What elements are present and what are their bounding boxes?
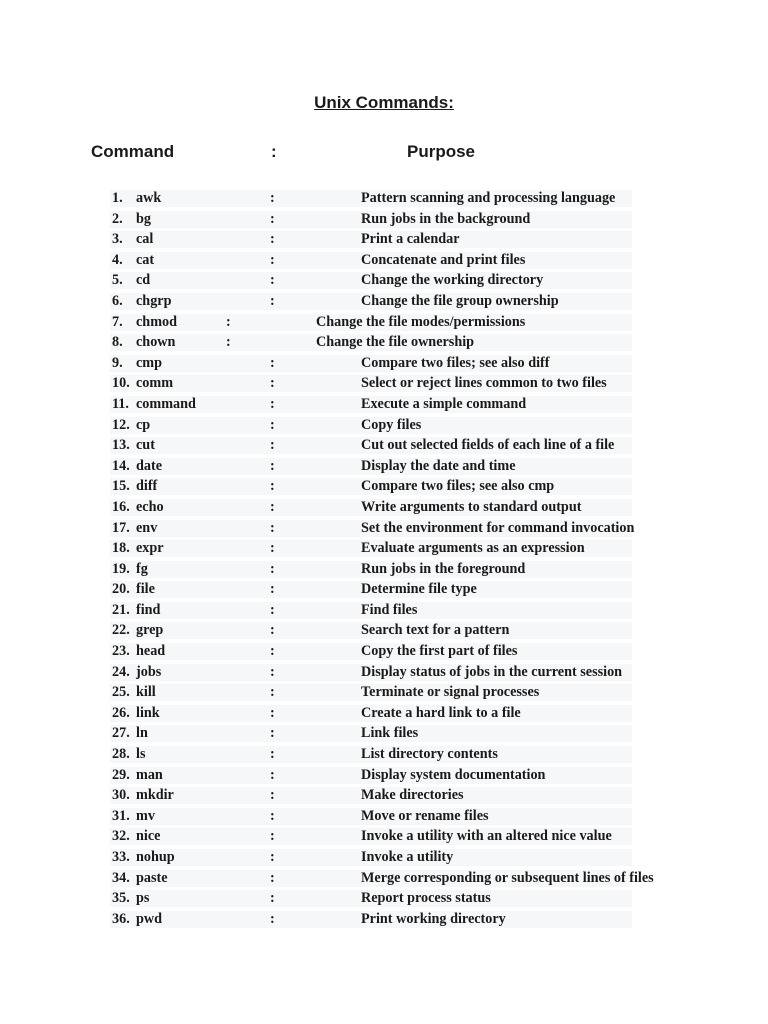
item-number: 22. [112,622,130,639]
list-item [0,188,768,209]
command-name: command [136,395,196,412]
list-item [0,353,768,374]
command-list [0,188,768,929]
separator-colon: : [270,663,275,680]
command-name: cal [136,231,154,248]
command-purpose: Change the file ownership [316,334,475,351]
item-number: 5. [112,272,123,289]
command-purpose: Report process status [361,890,491,907]
item-number: 33. [112,849,130,865]
separator-colon: : [270,601,275,618]
command-name: ls [136,746,146,763]
list-item [0,518,768,539]
command-purpose: Make directories [361,787,464,804]
item-number: 21. [112,601,130,618]
command-purpose: Compare two files; see also diff [361,354,550,371]
separator-colon: : [270,272,275,289]
list-item [0,538,768,559]
separator-colon: : [270,292,275,309]
list-item [0,456,768,477]
separator-colon: : [226,313,231,330]
command-name: chown [136,334,176,351]
command-name: env [136,519,158,536]
item-number: 36. [112,910,130,927]
item-number: 34. [112,869,130,886]
list-item [0,641,768,662]
command-name: comm [136,375,174,392]
item-number: 20. [112,581,130,598]
separator-colon: : [270,890,275,907]
list-item [0,332,768,353]
separator-colon: : [270,560,275,577]
separator-colon: : [226,334,231,351]
command-purpose: Change the working directory [361,272,544,289]
command-purpose: Copy files [361,416,422,433]
command-purpose: Change the file group ownership [361,292,559,309]
item-number: 16. [112,498,130,515]
separator-colon: : [270,498,275,515]
command-purpose: Select or reject lines common to two files [361,375,607,392]
command-name: kill [136,684,156,701]
command-purpose: Run jobs in the background [361,210,531,227]
list-item [0,291,768,312]
list-item [0,394,768,415]
command-name: man [136,766,163,783]
list-item [0,909,768,930]
list-item [0,868,768,889]
separator-colon: : [270,190,275,206]
command-name: ps [136,890,150,907]
command-purpose: Invoke a utility [361,849,454,865]
command-name: paste [136,869,168,886]
command-purpose: Concatenate and print files [361,251,526,268]
command-name: bg [136,210,151,227]
item-number: 19. [112,560,130,577]
item-number: 25. [112,684,130,701]
list-item [0,312,768,333]
command-name: awk [136,190,162,206]
command-purpose: Compare two files; see also cmp [361,478,555,495]
item-number: 18. [112,540,130,557]
list-item [0,662,768,683]
item-number: 13. [112,437,130,454]
separator-colon: : [270,519,275,536]
command-purpose: Print a calendar [361,231,460,248]
list-item [0,888,768,909]
item-number: 28. [112,746,130,763]
separator-colon: : [270,910,275,927]
command-purpose: Merge corresponding or subsequent lines of files [361,869,654,886]
command-name: diff [136,478,158,495]
command-purpose: Execute a simple command [361,395,527,412]
command-name: date [136,457,163,474]
command-name: nice [136,828,161,845]
list-item [0,600,768,621]
list-item [0,785,768,806]
page-title-text: Unix Commands: [314,93,454,112]
separator-colon: : [270,622,275,639]
list-item [0,270,768,291]
command-purpose: Determine file type [361,581,477,598]
list-item [0,415,768,436]
list-item [0,744,768,765]
command-name: cat [136,251,155,268]
item-number: 32. [112,828,130,845]
item-number: 14. [112,457,130,474]
separator-colon: : [270,210,275,227]
command-name: ln [136,725,148,742]
command-name: cd [136,272,151,289]
list-item [0,229,768,250]
item-number: 35. [112,890,130,907]
separator-colon: : [270,869,275,886]
list-item [0,209,768,230]
list-item [0,373,768,394]
item-number: 23. [112,643,130,660]
command-name: mkdir [136,787,174,804]
item-number: 4. [112,251,123,268]
separator-colon: : [270,416,275,433]
item-number: 10. [112,375,130,392]
command-purpose: Move or rename files [361,807,489,824]
separator-colon: : [270,457,275,474]
command-name: grep [136,622,164,639]
command-purpose: Invoke a utility with an altered nice value [361,828,612,845]
item-number: 12. [112,416,130,433]
separator-colon: : [270,704,275,721]
separator-colon: : [270,375,275,392]
list-item [0,250,768,271]
command-purpose: Terminate or signal processes [361,684,540,701]
command-purpose: Run jobs in the foreground [361,560,526,577]
command-purpose: Search text for a pattern [361,622,510,639]
command-purpose: Write arguments to standard output [361,498,582,515]
command-name: jobs [136,663,162,680]
list-item [0,435,768,456]
command-purpose: Change the file modes/permissions [316,313,526,330]
separator-colon: : [270,684,275,701]
command-name: nohup [136,849,175,865]
command-purpose: Evaluate arguments as an expression [361,540,585,557]
separator-colon: : [270,540,275,557]
separator-colon: : [270,231,275,248]
command-name: link [136,704,160,721]
separator-colon: : [270,581,275,598]
list-item [0,682,768,703]
header-colon: : [271,142,277,161]
command-name: cut [136,437,155,454]
item-number: 17. [112,519,130,536]
list-item [0,826,768,847]
page-title [0,93,768,113]
header-purpose: Purpose [407,142,476,161]
separator-colon: : [270,437,275,454]
list-item [0,806,768,827]
separator-colon: : [270,766,275,783]
separator-colon: : [270,354,275,371]
command-purpose: Print working directory [361,910,506,927]
item-number: 6. [112,292,123,309]
command-purpose: Pattern scanning and processing language [361,190,616,206]
command-name: mv [136,807,155,824]
list-item [0,579,768,600]
command-name: fg [136,560,148,577]
command-purpose: Find files [361,601,418,618]
header-command: Command [91,142,175,161]
command-name: cp [136,416,151,433]
command-purpose: Cut out selected fields of each line of a file [361,437,615,454]
item-number: 15. [112,478,130,495]
separator-colon: : [270,849,275,865]
command-name: expr [136,540,164,557]
item-number: 31. [112,807,130,824]
item-number: 26. [112,704,130,721]
command-purpose: Set the environment for command invocation [361,519,635,536]
item-number: 24. [112,663,130,680]
separator-colon: : [270,725,275,742]
list-item [0,703,768,724]
list-item [0,497,768,518]
command-purpose: Display system documentation [361,766,546,783]
command-purpose: List directory contents [361,746,498,763]
command-name: chgrp [136,292,172,309]
item-number: 30. [112,787,130,804]
separator-colon: : [270,251,275,268]
column-header [0,142,768,164]
command-purpose: Copy the first part of files [361,643,518,660]
list-item [0,847,768,868]
item-number: 11. [112,395,129,412]
item-number: 27. [112,725,130,742]
item-number: 3. [112,231,123,248]
item-number: 7. [112,313,123,330]
command-name: pwd [136,910,163,927]
separator-colon: : [270,746,275,763]
command-name: chmod [136,313,177,330]
list-item [0,765,768,786]
separator-colon: : [270,787,275,804]
item-number: 1. [112,190,123,206]
item-number: 29. [112,766,130,783]
item-number: 2. [112,210,123,227]
list-item [0,723,768,744]
command-purpose: Display the date and time [361,457,516,474]
command-purpose: Link files [361,725,419,742]
item-number: 9. [112,354,123,371]
command-name: find [136,601,161,618]
command-name: cmp [136,354,163,371]
command-purpose: Create a hard link to a file [361,704,521,721]
separator-colon: : [270,643,275,660]
command-name: head [136,643,166,660]
item-number: 8. [112,334,123,351]
separator-colon: : [270,478,275,495]
list-item [0,476,768,497]
command-purpose: Display status of jobs in the current session [361,663,623,680]
separator-colon: : [270,395,275,412]
command-name: file [136,581,155,598]
command-name: echo [136,498,164,515]
list-item [0,559,768,580]
separator-colon: : [270,828,275,845]
separator-colon: : [270,807,275,824]
list-item [0,620,768,641]
